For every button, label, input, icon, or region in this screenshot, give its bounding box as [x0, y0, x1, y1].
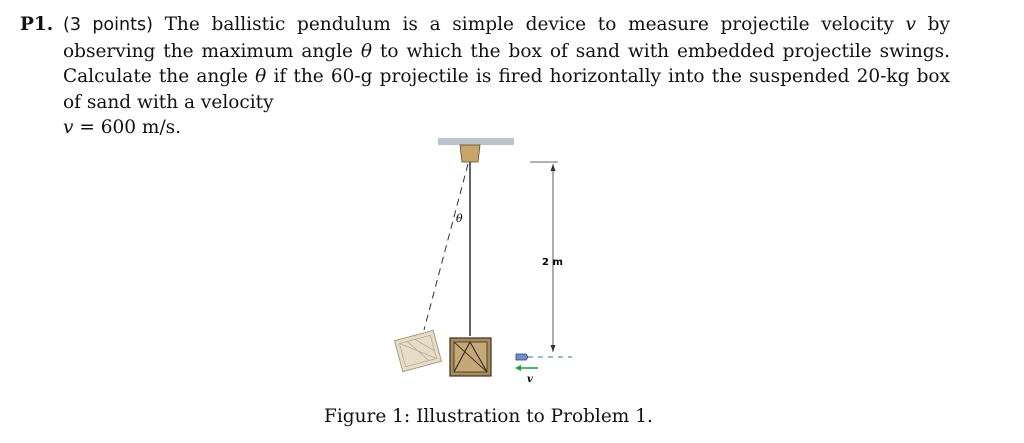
- projectile-bullet: [516, 354, 528, 360]
- variable-v-2: v: [63, 117, 74, 138]
- variable-theta-2: θ: [255, 66, 267, 87]
- pendulum-figure: [380, 130, 600, 390]
- ceiling-bar: [438, 138, 514, 145]
- problem-statement: [20, 12, 950, 141]
- text-segment-5: = 600 m/s.: [73, 117, 182, 138]
- text-segment-1: The ballistic pendulum is a simple device to measure projectile velocity: [152, 14, 906, 35]
- variable-v: v: [905, 14, 916, 35]
- text-segment-3: to which the box of sand with embedded projectile swings. Calculate the angle: [63, 40, 950, 87]
- problem-text: [63, 12, 950, 141]
- theta-label: θ: [456, 212, 463, 225]
- pendulum-diagram: [380, 130, 600, 390]
- swung-rope-dashed: [424, 164, 468, 330]
- problem-number: P1.: [20, 14, 54, 35]
- dimension-arrow-top: [551, 164, 556, 171]
- velocity-label: v: [527, 374, 533, 385]
- variable-theta: θ: [360, 40, 373, 62]
- hanging-box: [450, 338, 491, 376]
- text-segment-2: by observing the maximum angle: [63, 14, 950, 62]
- dimension-arrow-bottom: [551, 345, 556, 352]
- length-label: 2 m: [542, 257, 563, 268]
- pivot-mount: [460, 145, 480, 162]
- points-label: (3 points): [63, 15, 153, 35]
- swung-box: [395, 330, 442, 371]
- figure-caption: Figure 1: Illustration to Problem 1.: [324, 406, 653, 427]
- velocity-arrow-head: [515, 365, 521, 371]
- text-segment-4: if the 60-g projectile is fired horizontally into the suspended 20-kg box of sand with a velocity: [63, 66, 950, 113]
